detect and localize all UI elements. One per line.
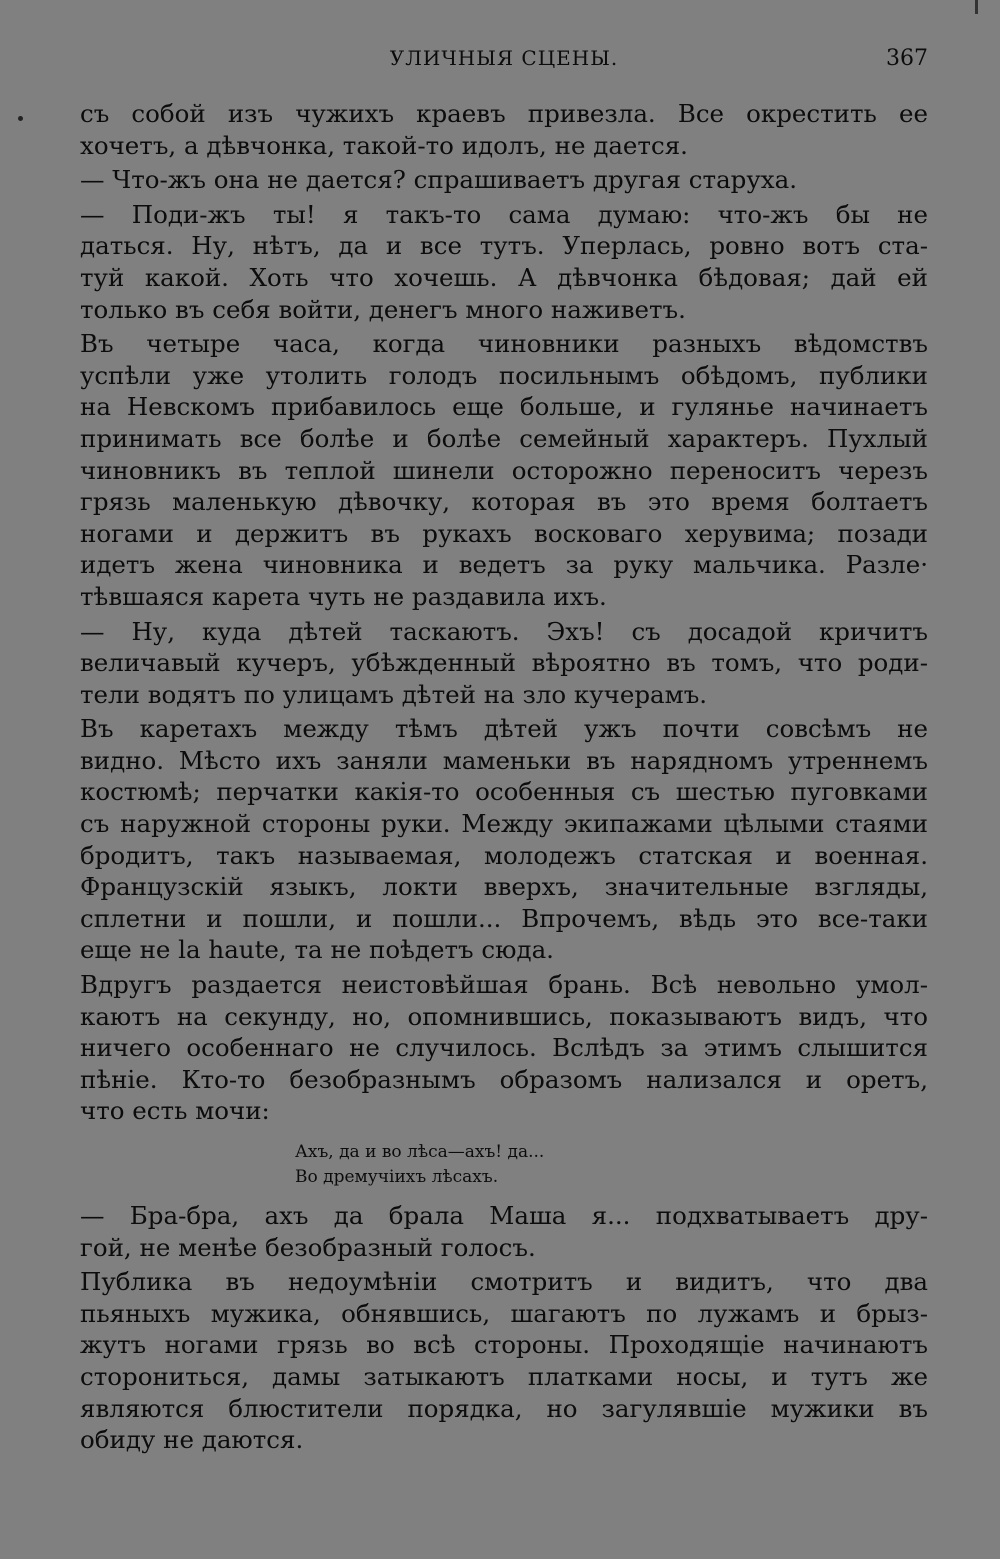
text-line: даться. Ну, нѣтъ, да и все тутъ. Уперлась, ровно вотъ ста- — [80, 231, 928, 261]
text-line: Французскій языкъ, локти вверхъ, значительные взгляды, — [80, 872, 928, 902]
text-line: величавый кучеръ, убѣжденный вѣроятно въ томъ, что роди- — [80, 648, 928, 678]
text-line: жутъ ногами грязь во всѣ стороны. Проходящіе начинаютъ — [80, 1330, 928, 1360]
text-line: хочетъ, а дѣвчонка, такой-то идолъ, не дается. — [80, 130, 688, 160]
verse-quote — [295, 1140, 928, 1190]
text-line: — Бра-бра, ахъ да брала Маша я... подхватываетъ дру- — [80, 1201, 928, 1230]
text-line: являются блюстители порядка, но загулявшіе мужики въ — [80, 1393, 928, 1423]
text-line: Въ каретахъ между тѣмъ дѣтей ужъ почти совсѣмъ не — [80, 714, 928, 744]
edge-mark — [975, 0, 978, 14]
text-line: каютъ на секунду, но, опомнившись, показываютъ видъ, что — [80, 1001, 928, 1031]
paragraph — [80, 969, 928, 1127]
text-line: съ наружной стороны руки. Между экипажами цѣлыми стаями — [80, 809, 928, 839]
verse-line: Во дремучіихъ лѣсахъ. — [295, 1167, 499, 1187]
text-line: ногами и держитъ въ рукахъ восковаго херувима; позади — [80, 518, 928, 548]
paragraph — [80, 199, 928, 325]
paragraph — [80, 164, 928, 196]
margin-dot — [18, 116, 23, 121]
running-title: УЛИЧНЫЯ СЦЕНЫ. — [389, 46, 619, 70]
paragraph — [80, 713, 928, 966]
page-number: 367 — [886, 46, 928, 71]
verse-line: Ахъ, да и во лѣса—ахъ! да... — [295, 1142, 545, 1162]
text-line: съ собой изъ чужихъ краевъ привезла. Все окрестить ее — [80, 99, 928, 128]
text-line: на Невскомъ прибавилось еще больше, и гулянье начинаетъ — [80, 392, 928, 422]
text-line: пьяныхъ мужика, обнявшись, шагаютъ по лужамъ и брыз- — [80, 1298, 928, 1328]
text-line: успѣли уже утолить голодъ посильнымъ обѣдомъ, публики — [80, 360, 928, 390]
text-line: бродитъ, такъ называемая, молодежъ статская и военная. — [80, 840, 928, 870]
text-line: принимать все болѣе и болѣе семейный характеръ. Пухлый — [80, 423, 928, 453]
text-line: чиновникъ въ теплой шинели осторожно переноситъ черезъ — [80, 455, 928, 485]
running-head — [80, 46, 928, 78]
text-line: ничего особеннаго не случилось. Вслѣдъ за этимъ слышится — [80, 1033, 928, 1063]
text-line: еще не la haute, та не поѣдетъ сюда. — [80, 935, 554, 965]
text-line: сплетни и пошли, и пошли... Впрочемъ, вѣдь это все-таки — [80, 903, 928, 933]
text-line: сторониться, дамы затыкаютъ платками носы, и тутъ же — [80, 1361, 928, 1391]
text-line: Публика въ недоумѣніи смотритъ и видитъ, что два — [80, 1267, 928, 1297]
text-line: грязь маленькую дѣвочку, которая въ это время болтаетъ — [80, 487, 928, 517]
body-text — [80, 98, 928, 1459]
text-line: идетъ жена чиновника и ведетъ за руку мальчика. Разле· — [80, 550, 928, 580]
text-line: Въ четыре часа, когда чиновники разныхъ вѣдомствъ — [80, 329, 928, 359]
paragraph — [80, 98, 928, 161]
text-line: — Ну, куда дѣтей таскаютъ. Эхъ! съ досадой кричитъ — [80, 616, 928, 646]
text-line: — Что-жъ она не дается? спрашиваетъ другая старуха. — [80, 165, 797, 195]
text-line: костюмѣ; перчатки какія-то особенныя съ шестью пуговками — [80, 777, 928, 807]
paragraph — [80, 1266, 928, 1456]
paragraph — [80, 328, 928, 612]
text-line: тели водятъ по улицамъ дѣтей на зло кучерамъ. — [80, 679, 708, 709]
text-line: туй какой. Хоть что хочешь. А дѣвчонка бѣдовая; дай ей — [80, 262, 928, 292]
paragraph — [80, 1200, 928, 1263]
text-line: только въ себя войти, денегъ много наживетъ. — [80, 294, 686, 324]
text-line: тѣвшаяся карета чуть не раздавила ихъ. — [80, 581, 607, 611]
text-line: что есть мочи: — [80, 1096, 270, 1126]
text-line: Вдругъ раздается неистовѣйшая брань. Всѣ невольно умол- — [80, 970, 928, 1000]
text-line: обиду не даются. — [80, 1425, 304, 1455]
text-line: видно. Мѣсто ихъ заняли маменьки въ нарядномъ утреннемъ — [80, 745, 928, 775]
text-line: пѣніе. Кто-то безобразнымъ образомъ нализался и оретъ, — [80, 1064, 928, 1094]
paragraph — [80, 616, 928, 711]
text-line: — Поди-жъ ты! я такъ-то сама думаю: что-жъ бы не — [80, 199, 928, 229]
text-line: гой, не менѣе безобразный голосъ. — [80, 1232, 536, 1262]
